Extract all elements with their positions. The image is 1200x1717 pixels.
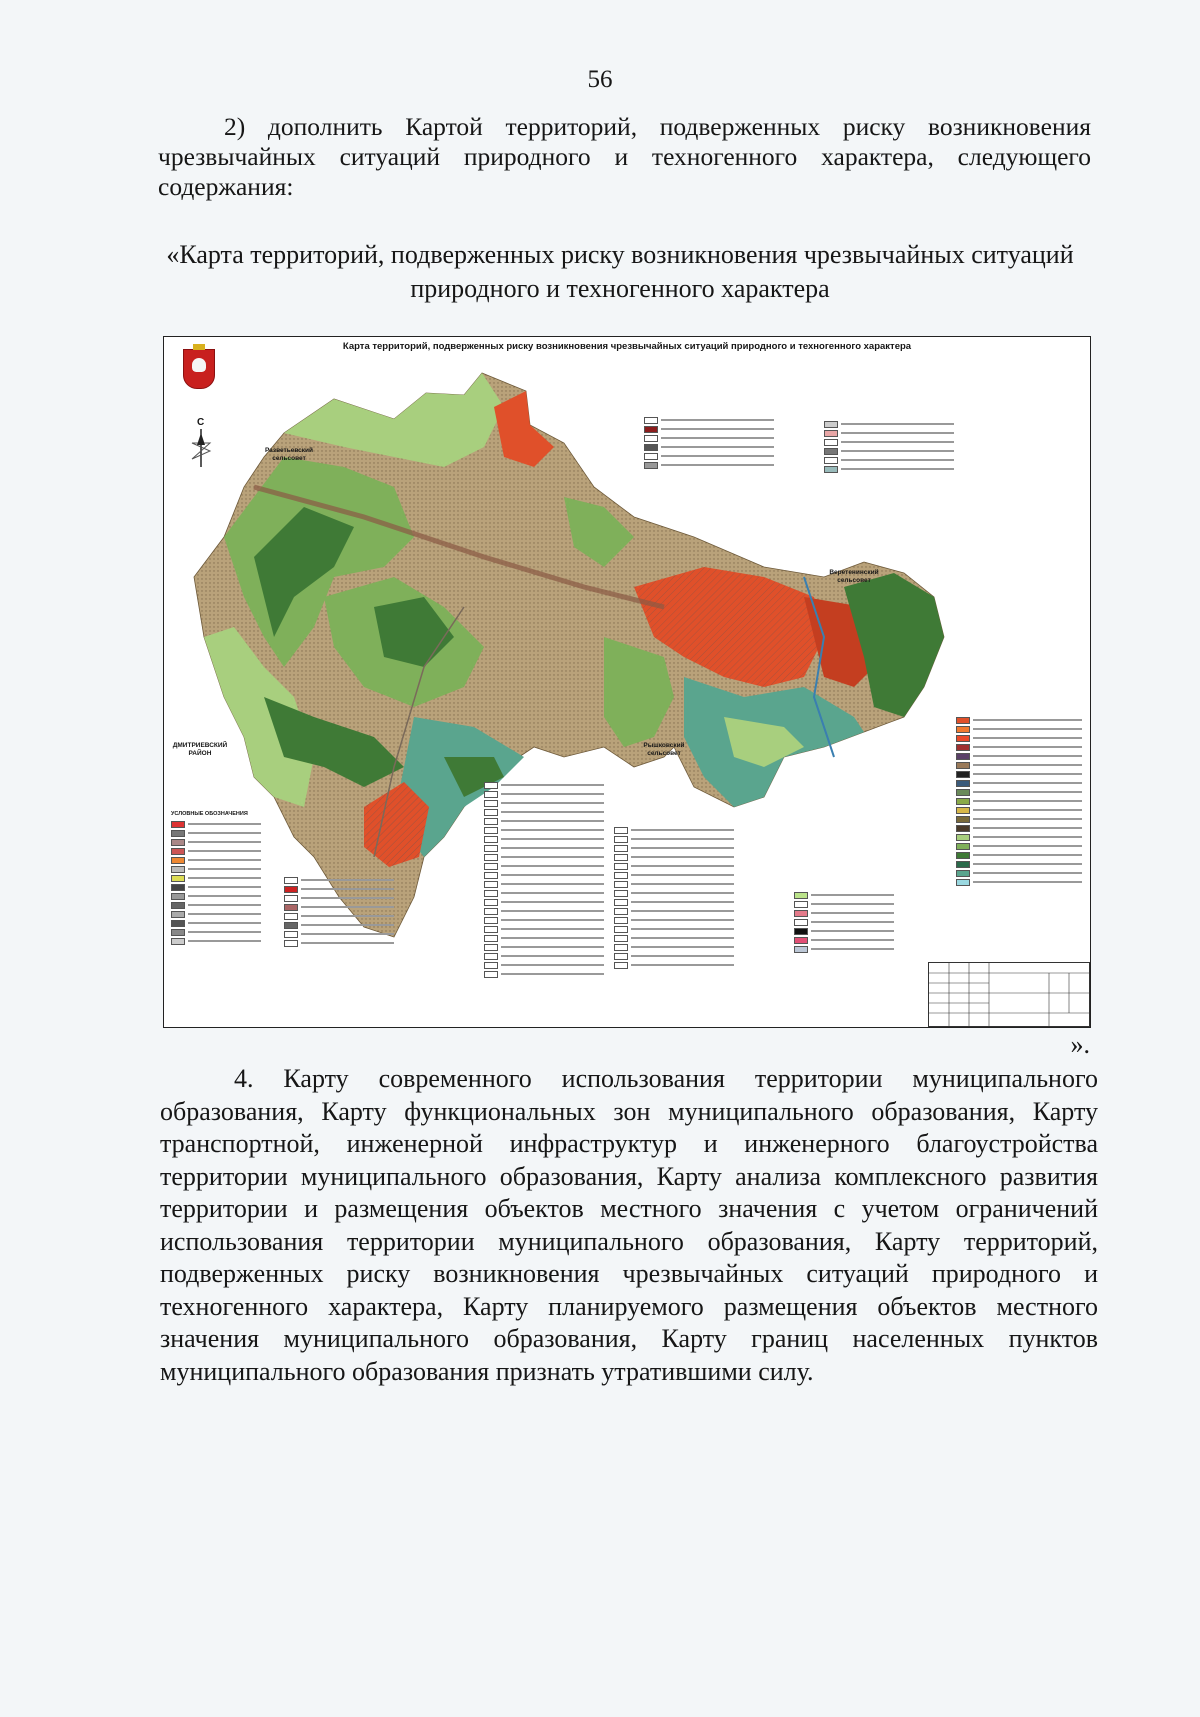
- map-title: Карта территорий, подверженных риску возникновения чрезвычайных ситуаций природного и техногенного характера: [342, 341, 912, 352]
- legend-left: [171, 821, 261, 947]
- label-veretenino: Веретенинский сельсовет: [829, 569, 879, 584]
- closing-quote: ».: [1070, 1030, 1090, 1059]
- label-ryshkovsky: Рышковский сельсовет: [643, 742, 685, 757]
- map-figure: [163, 336, 1091, 1028]
- label-dmitrievsky: ДМИТРИЕВСКИЙ РАЙОН: [172, 742, 228, 757]
- intro-paragraph: 2) дополнить Картой территорий, подверженных риску возникновения чрезвычайных ситуаций природного и техногенного характера, следующего содержания:: [158, 112, 1091, 201]
- map-heading: «Карта территорий, подверженных риску возникновения чрезвычайных ситуаций природного и техногенного характера: [166, 240, 1074, 303]
- legend-top-right: [644, 417, 774, 471]
- legend-center-d: [794, 892, 894, 955]
- final-paragraph: 4. Карту современного использования территории муниципального образования, Карту функциональных зон муниципального образования, Карту транспортной, инженерной инфраструктур и инженерного благоустройства территории муниципального образования, Карту анализа комплексного развития территории и размещения объектов местного значения с учетом ограничений использования территории муниципального образования, Карту территорий, подверженных риску возникновения чрезвычайных ситуаций природного и техногенного характера, Карту планируемого размещения объектов местного значения муниципального образования, Карту границ населенных пунктов муниципального образования признать утратившими силу.: [160, 1064, 1098, 1386]
- legend-title: УСЛОВНЫЕ ОБОЗНАЧЕНИЯ: [171, 811, 248, 817]
- legend-center-a: [284, 877, 394, 949]
- page-number: 56: [587, 66, 613, 93]
- legend-top-far-right: [824, 421, 954, 475]
- legend-center-c: [614, 827, 734, 971]
- label-razvetievsky: Разветьевский сельсовет: [264, 447, 314, 462]
- legend-right-zones: [956, 717, 1082, 888]
- legend-center-b: [484, 782, 604, 980]
- compass-north-label: С: [197, 417, 205, 428]
- title-block-stamp: [928, 962, 1090, 1027]
